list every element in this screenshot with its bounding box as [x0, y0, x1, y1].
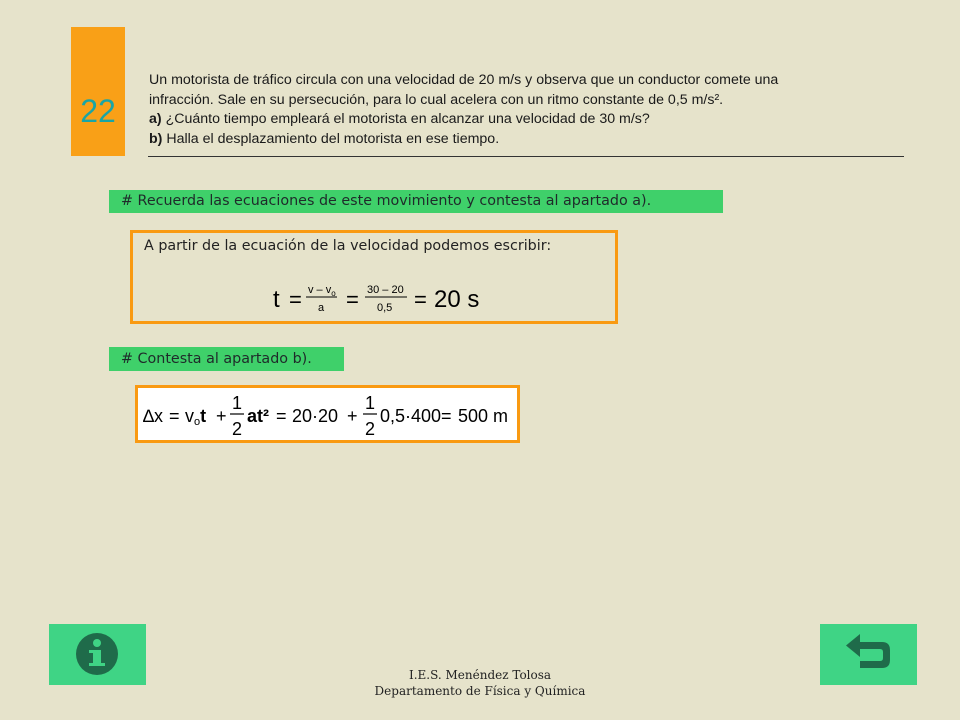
- svg-text:30 – 20: 30 – 20: [367, 284, 404, 296]
- statement-line-1: Un motorista de tráfico circula con una velocidad de 20 m/s y observa que un conductor comete una: [149, 72, 779, 88]
- svg-text:2: 2: [232, 419, 243, 439]
- svg-text:v – vo: v – $v_o$: [308, 284, 336, 298]
- prompt-part-b: # Contesta al apartado b).: [109, 347, 344, 371]
- svg-text:at²: at²: [247, 406, 269, 426]
- part-a-question: a) ¿Cuánto tiempo empleará el motorista en alcanzar una velocidad de 30 m/s?: [149, 111, 650, 127]
- problem-number-badge: [71, 27, 125, 156]
- svg-text:0,5: 0,5: [377, 302, 393, 314]
- answer-a-intro: A partir de la ecuación de la velocidad podemos escribir:: [144, 238, 552, 254]
- return-arrow-icon: [820, 624, 917, 685]
- svg-text:a: a: [318, 302, 325, 314]
- svg-text:1: 1: [232, 393, 243, 413]
- svg-text:=: =: [346, 287, 359, 312]
- problem-statement: [149, 71, 904, 149]
- svg-text:2: 2: [365, 419, 376, 439]
- statement-divider: [148, 156, 904, 157]
- answer-box-a: [130, 230, 618, 324]
- answer-box-b: [135, 385, 520, 443]
- svg-text:=: =: [276, 406, 287, 426]
- svg-text:+: +: [216, 406, 227, 426]
- formula-time: [271, 281, 511, 321]
- formula-delta-x: ∆x: [143, 406, 164, 426]
- svg-text:=: =: [169, 406, 180, 426]
- info-icon: [49, 624, 146, 685]
- svg-text:1: 1: [365, 393, 376, 413]
- svg-text:20·20: 20·20: [292, 406, 339, 426]
- footer-school: I.E.S. Menéndez Tolosa: [408, 668, 552, 682]
- svg-text:vot: vot: [185, 406, 207, 428]
- formula-b-result: 500 m: [458, 406, 509, 426]
- svg-text:=: =: [441, 406, 452, 426]
- info-button[interactable]: [49, 624, 146, 685]
- formula-lhs: t: [273, 286, 280, 313]
- return-button[interactable]: [820, 624, 917, 685]
- svg-text:=: =: [414, 287, 427, 312]
- problem-number: 22: [80, 93, 116, 129]
- svg-text:0,5·400: 0,5·400: [380, 406, 442, 426]
- footer-department: Departamento de Física y Química: [374, 684, 586, 698]
- svg-text:=: =: [289, 287, 302, 312]
- formula-result: 20 s: [434, 286, 480, 313]
- formula-displacement: [140, 389, 519, 441]
- prompt-part-a: # Recuerda las ecuaciones de este movimiento y contesta al apartado a).: [109, 190, 723, 213]
- statement-line-2: infracción. Sale en su persecución, para lo cual acelera con un ritmo constante de 0,5 m/s².: [149, 91, 724, 108]
- part-b-question: b) Halla el desplazamiento del motorista en ese tiempo.: [149, 130, 500, 147]
- svg-text:+: +: [347, 406, 358, 426]
